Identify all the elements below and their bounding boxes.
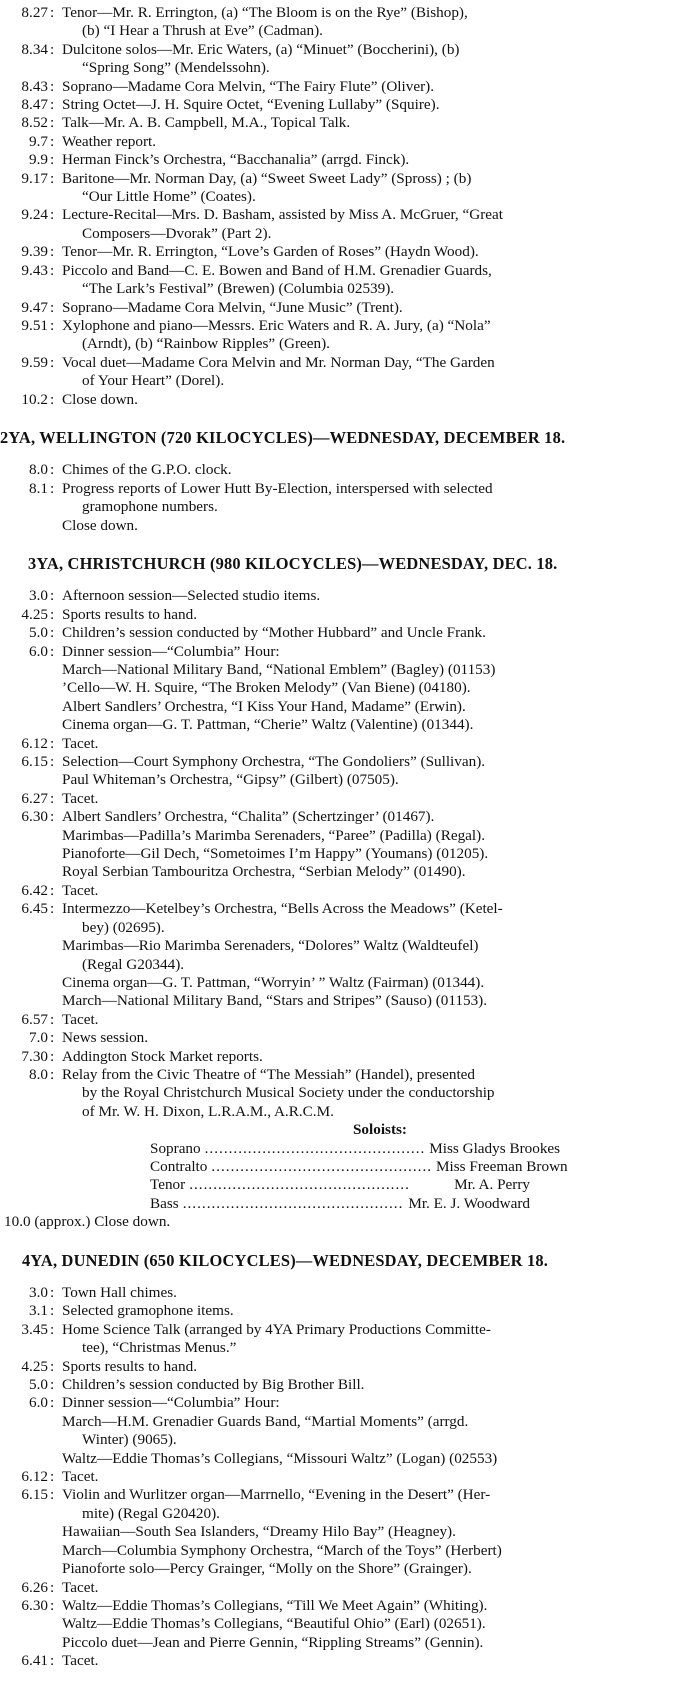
entry-text: Dinner session—“Columbia” Hour: — [62, 1394, 280, 1412]
dinner-item: Waltz—Eddie Thomas’s Collegians, “Missouri Waltz” (Logan) (02553) — [62, 1449, 498, 1467]
entry-time: 8.47 — [21, 96, 48, 114]
dinner-item: Marimbas—Padilla’s Marimba Serenaders, “Paree” (Padilla) (Regal). — [62, 826, 485, 844]
entry-time: 3.45 — [21, 1320, 48, 1338]
entry-time: 6.42 — [21, 881, 48, 899]
entry-continuation: gramophone numbers. — [82, 498, 218, 516]
dinner-item: Hawaiian—South Sea Islanders, “Dreamy Hilo Bay” (Heagney). — [62, 1523, 456, 1541]
programme-entry: 6.15 : Selection—Court Symphony Orchestra, “The Gondoliers” (Sullivan). — [0, 753, 700, 771]
entry-time: 9.39 — [21, 243, 48, 261]
programme-entry: 9.17 : Baritone—Mr. Norman Day, (a) “Sweet Sweet Lady” (Spross) ; (b) — [0, 170, 700, 188]
entry-time: 6.12 — [21, 1468, 48, 1486]
programme-entry: 6.0 : Dinner session—“Columbia” Hour: — [0, 643, 700, 661]
entry-text: Selection—Court Symphony Orchestra, “The Gondoliers” (Sullivan). — [62, 753, 486, 771]
entry-text: Tacet. — [62, 1010, 99, 1028]
entry-text: News session. — [62, 1029, 149, 1047]
programme-entry: 3.0 : Afternoon session—Selected studio items. — [0, 587, 700, 605]
entry-text: Dinner session—“Columbia” Hour: — [62, 642, 280, 660]
programme-entry: 9.9 : Herman Finck’s Orchestra, “Bacchanalia” (arrgd. Finck). — [0, 151, 700, 169]
entry-text: Home Science Talk (arranged by 4YA Primary Productions Committe- — [62, 1320, 491, 1338]
programme-entry: 9.24 : Lecture-Recital—Mrs. D. Basham, assisted by Miss A. McGruer, “Great — [0, 206, 700, 224]
programme-entry: 6.0 : Dinner session—“Columbia” Hour: — [0, 1394, 700, 1412]
wellington-programme — [0, 429, 700, 535]
entry-time: 3.0 — [29, 1284, 48, 1301]
entry-time: 6.15 — [21, 1486, 48, 1504]
dinner-item: Marimbas—Rio Marimba Serenaders, “Dolores” Waltz (Waldteufel) — [62, 937, 479, 955]
entry-continuation: Winter) (9065). — [82, 1431, 177, 1449]
close-down-line: Close down. — [62, 516, 138, 534]
soloist-row: Soprano .............................................. Miss Gladys Brookes — [150, 1139, 561, 1157]
entry-time: 9.47 — [21, 298, 48, 316]
entry-text: Weather report. — [62, 132, 157, 150]
entry-text: Relay from the Civic Theatre of “The Messiah” (Handel), presented — [62, 1065, 475, 1083]
programme-entry: 8.43 : Soprano—Madame Cora Melvin, “The Fairy Flute” (Oliver). — [0, 78, 700, 96]
entry-time: 7.30 — [21, 1047, 48, 1065]
programme-entry: 8.0 : Relay from the Civic Theatre of “The Messiah” (Handel), presented — [0, 1066, 700, 1084]
programme-entry: 3.45 : Home Science Talk (arranged by 4YA Primary Productions Committe- — [0, 1321, 700, 1339]
entry-text: Albert Sandlers’ Orchestra, “Chalita” (Schertzinger’ (01467). — [62, 808, 435, 826]
entry-text: Tacet. — [62, 789, 99, 807]
entry-time: 8.0 — [29, 461, 48, 479]
entry-time: 9.51 — [21, 316, 48, 334]
soloist-row: Bass .............................................. Mr. E. J. Woodward — [150, 1194, 530, 1212]
close-time: 10.0 (approx.) — [4, 1213, 91, 1231]
programme-entry: 8.34 : Dulcitone solos—Mr. Eric Waters, (a) “Minuet” (Boccherini), (b) — [0, 41, 700, 59]
entry-text: Violin and Wurlitzer organ—Marrnello, “Evening in the Desert” (Her- — [62, 1486, 491, 1504]
entry-time: 8.34 — [21, 40, 48, 58]
programme-entry: 8.27 : Tenor—Mr. R. Errington, (a) “The Bloom is on the Rye” (Bishop), — [0, 4, 700, 22]
close-text: Close down. — [94, 1213, 171, 1231]
entry-text: Chimes of the G.P.O. clock. — [62, 461, 232, 479]
programme-entry: 8.47 : String Octet—J. H. Squire Octet, “Evening Lullaby” (Squire). — [0, 96, 700, 114]
entry-time: 6.0 — [29, 642, 48, 660]
dinner-item: March—National Military Band, “National Emblem” (Bagley) (01153) — [62, 661, 496, 678]
entry-text: Dulcitone solos—Mr. Eric Waters, (a) “Minuet” (Boccherini), (b) — [62, 40, 460, 58]
radio-programme-page — [0, 4, 700, 1675]
programme-entry: 8.0 : Chimes of the G.P.O. clock. — [0, 461, 700, 479]
programme-entry: 6.27 : Tacet. — [0, 790, 700, 808]
programme-entry: 7.0 : News session. — [0, 1029, 700, 1047]
entry-time: 6.41 — [21, 1652, 48, 1670]
entry-time: 6.15 — [21, 753, 48, 771]
programme-entry: 7.30 : Addington Stock Market reports. — [0, 1048, 700, 1066]
entry-continuation: by the Royal Christchurch Musical Society under the conductorship — [82, 1084, 495, 1102]
programme-entry: 9.47 : Soprano—Madame Cora Melvin, “June Music” (Trent). — [0, 299, 700, 317]
entry-continuation: mite) (Regal G20420). — [82, 1504, 220, 1522]
entry-time: 5.0 — [29, 624, 48, 642]
soloist-role: Bass — [150, 1194, 179, 1212]
entry-text: Tenor—Mr. R. Errington, “Love’s Garden of Roses” (Haydn Wood). — [62, 243, 479, 261]
station-heading: 2YA, WELLINGTON (720 KILOCYCLES)—WEDNESDAY, DECEMBER 18. — [0, 427, 566, 447]
entry-continuation: “Spring Song” (Mendelssohn). — [82, 59, 270, 77]
programme-entry: 5.0 : Children’s session conducted by Big Brother Bill. — [0, 1376, 700, 1394]
entry-time: 6.27 — [21, 789, 48, 807]
entry-time: 6.12 — [21, 734, 48, 752]
entry-time: 6.0 — [29, 1394, 48, 1412]
programme-entry: 9.51 : Xylophone and piano—Messrs. Eric Waters and R. A. Jury, (a) “Nola” — [0, 317, 700, 335]
programme-entry: 6.12 : Tacet. — [0, 735, 700, 753]
entry-text: Children’s session conducted by “Mother Hubbard” and Uncle Frank. — [62, 624, 486, 642]
entry-text: Waltz—Eddie Thomas’s Collegians, “Till We Meet Again” (Whiting). — [62, 1596, 488, 1614]
dinner-item: Albert Sandlers’ Orchestra, “I Kiss Your Hand, Madame” (Erwin). — [62, 697, 466, 715]
programme-entry: 9.43 : Piccolo and Band—C. E. Bowen and Band of H.M. Grenadier Guards, — [0, 262, 700, 280]
station-heading: 3YA, CHRISTCHURCH (980 KILOCYCLES)—WEDNESDAY, DEC. 18. — [28, 553, 558, 573]
dunedin-programme — [0, 1252, 700, 1671]
entry-text: Close down. — [62, 390, 138, 408]
station-heading: 4YA, DUNEDIN (650 KILOCYCLES)—WEDNESDAY, DECEMBER 18. — [22, 1250, 549, 1270]
entry-text: Sports results to hand. — [62, 1357, 197, 1375]
dinner-item: Pianoforte solo—Percy Grainger, “Molly on the Shore” (Grainger). — [62, 1560, 472, 1578]
entry-continuation: of Your Heart” (Dorel). — [82, 372, 225, 390]
entry-time: 5.0 — [29, 1376, 48, 1394]
entry-text: Tenor—Mr. R. Errington, (a) “The Bloom is on the Rye” (Bishop), — [62, 4, 468, 21]
auckland-programme — [0, 4, 700, 409]
programme-entry: 6.30 : Albert Sandlers’ Orchestra, “Chalita” (Schertzinger’ (01467). — [0, 808, 700, 826]
entry-time: 3.1 — [29, 1302, 48, 1320]
entry-text: Afternoon session—Selected studio items. — [62, 587, 321, 605]
programme-entry: 5.0 : Children’s session conducted by “Mother Hubbard” and Uncle Frank. — [0, 624, 700, 642]
entry-time: 6.30 — [21, 1596, 48, 1614]
soloist-role: Soprano — [150, 1139, 201, 1157]
programme-entry: 4.25 : Sports results to hand. — [0, 606, 700, 624]
entry-continuation: Composers—Dvorak” (Part 2). — [82, 224, 272, 242]
entry-time: 3.0 — [29, 587, 48, 605]
entry-text: Progress reports of Lower Hutt By-Election, interspersed with selected — [62, 479, 493, 497]
close-down-line — [0, 1213, 700, 1231]
programme-entry: 4.25 : Sports results to hand. — [0, 1358, 700, 1376]
entry-text: Selected gramophone items. — [62, 1302, 234, 1320]
dinner-item: March—National Military Band, “Stars and Stripes” (Sauso) (01153). — [62, 992, 488, 1010]
entry-time: 4.25 — [21, 1357, 48, 1375]
dinner-item: Royal Serbian Tambouritza Orchestra, “Serbian Melody” (01490). — [62, 863, 466, 881]
programme-entry: 6.42 : Tacet. — [0, 882, 700, 900]
programme-entry: 9.39 : Tenor—Mr. R. Errington, “Love’s Garden of Roses” (Haydn Wood). — [0, 243, 700, 261]
dinner-item: ’Cello—W. H. Squire, “The Broken Melody” (Van Biene) (04180). — [62, 679, 471, 697]
entry-text: Xylophone and piano—Messrs. Eric Waters and R. A. Jury, (a) “Nola” — [62, 316, 491, 334]
entry-time: 9.9 — [29, 151, 48, 169]
entry-time: 8.27 — [21, 4, 48, 21]
entry-continuation: tee), “Christmas Menus.” — [82, 1339, 237, 1357]
entry-text: Piccolo and Band—C. E. Bowen and Band of H.M. Grenadier Guards, — [62, 261, 492, 279]
entry-text: Tacet. — [62, 1578, 99, 1596]
entry-text: Baritone—Mr. Norman Day, (a) “Sweet Sweet Lady” (Spross) ; (b) — [62, 169, 472, 187]
programme-entry: 8.52 : Talk—Mr. A. B. Campbell, M.A., Topical Talk. — [0, 114, 700, 132]
entry-text: Children’s session conducted by Big Brother Bill. — [62, 1376, 365, 1394]
soloist-role: Tenor — [150, 1176, 186, 1194]
entry-time: 4.25 — [21, 605, 48, 623]
dinner-item: Cinema organ—G. T. Pattman, “Worryin’ ” Waltz (Fairman) (01344). — [62, 973, 485, 991]
entry-time: 6.57 — [21, 1010, 48, 1028]
entry-text: Addington Stock Market reports. — [62, 1047, 263, 1065]
entry-time: 10.2 — [21, 390, 48, 408]
programme-entry: 8.1 : Progress reports of Lower Hutt By-Election, interspersed with selected — [0, 480, 700, 498]
soloist-role: Contralto — [150, 1157, 208, 1175]
entry-text: Tacet. — [62, 734, 99, 752]
dinner-item: Pianoforte—Gil Dech, “Sometoimes I’m Happy” (Youmans) (01205). — [62, 845, 489, 863]
entry-text: String Octet—J. H. Squire Octet, “Evening Lullaby” (Squire). — [62, 96, 440, 114]
entry-time: 9.24 — [21, 206, 48, 224]
entry-text: Soprano—Madame Cora Melvin, “The Fairy Flute” (Oliver). — [62, 77, 434, 95]
programme-entry: 3.0 : Town Hall chimes. — [0, 1284, 700, 1302]
entry-time: 8.43 — [21, 77, 48, 95]
entry-text: Lecture-Recital—Mrs. D. Basham, assisted by Miss A. McGruer, “Great — [62, 206, 503, 224]
dinner-item: Waltz—Eddie Thomas’s Collegians, “Beautiful Ohio” (Earl) (02651). — [62, 1615, 486, 1633]
entry-continuation: bey) (02695). — [82, 918, 165, 936]
programme-entry: 9.59 : Vocal duet—Madame Cora Melvin and Mr. Norman Day, “The Garden — [0, 354, 700, 372]
entry-time: 9.7 — [29, 132, 48, 150]
entry-time: 6.26 — [21, 1578, 48, 1596]
soloist-name: Miss Gladys Brookes — [429, 1139, 561, 1157]
entry-text: Tacet. — [62, 881, 99, 899]
soloists-title: Soloists: — [352, 1121, 407, 1139]
entry-text: Soprano—Madame Cora Melvin, “June Music” (Trent). — [62, 298, 403, 316]
entry-text: Tacet. — [62, 1652, 99, 1670]
dinner-item: March—Columbia Symphony Orchestra, “March of the Toys” (Herbert) — [62, 1541, 502, 1559]
entry-time: 6.45 — [21, 900, 48, 918]
programme-entry: 6.30 : Waltz—Eddie Thomas’s Collegians, “Till We Meet Again” (Whiting). — [0, 1597, 700, 1615]
programme-entry: 6.57 : Tacet. — [0, 1011, 700, 1029]
programme-entry: 9.7 : Weather report. — [0, 133, 700, 151]
soloist-row: Contralto .............................................. Miss Freeman Brown — [150, 1157, 568, 1175]
entry-time: 7.0 — [29, 1029, 48, 1047]
entry-time: 9.17 — [21, 169, 48, 187]
christchurch-programme — [0, 555, 700, 1232]
entry-continuation: “The Lark’s Festival” (Brewen) (Columbia 02539). — [82, 280, 395, 298]
entry-text: Sports results to hand. — [62, 605, 197, 623]
entry-text: Intermezzo—Ketelbey’s Orchestra, “Bells Across the Meadows” (Ketel- — [62, 900, 503, 918]
soloist-row: Tenor .............................................. Mr. A. Perry — [150, 1176, 530, 1194]
programme-entry: 6.12 : Tacet. — [0, 1468, 700, 1486]
programme-entry: 6.26 : Tacet. — [0, 1579, 700, 1597]
programme-entry: 10.2 : Close down. — [0, 391, 700, 409]
programme-entry: 3.1 : Selected gramophone items. — [0, 1302, 700, 1320]
entry-time: 6.30 — [21, 808, 48, 826]
entry-continuation: (Regal G20344). — [82, 955, 185, 973]
dinner-item: Piccolo duet—Jean and Pierre Gennin, “Rippling Streams” (Gennin). — [62, 1633, 484, 1651]
entry-time: 8.1 — [29, 479, 48, 497]
entry-time: 9.59 — [21, 353, 48, 371]
dinner-item: Paul Whiteman’s Orchestra, “Gipsy” (Gilbert) (07505). — [62, 771, 399, 789]
entry-text: Vocal duet—Madame Cora Melvin and Mr. Norman Day, “The Garden — [62, 353, 495, 371]
entry-continuation: “Our Little Home” (Coates). — [82, 188, 256, 206]
soloist-name: Mr. A. Perry — [454, 1176, 530, 1194]
entry-text: Town Hall chimes. — [62, 1284, 177, 1301]
entry-text: Herman Finck’s Orchestra, “Bacchanalia” (arrgd. Finck). — [62, 151, 410, 169]
dinner-item: March—H.M. Grenadier Guards Band, “Martial Moments” (arrgd. — [62, 1412, 469, 1430]
soloist-name: Mr. E. J. Woodward — [408, 1194, 530, 1212]
programme-entry: 6.15 : Violin and Wurlitzer organ—Marrnello, “Evening in the Desert” (Her- — [0, 1486, 700, 1504]
entry-continuation: (Arndt), (b) “Rainbow Ripples” (Green). — [82, 335, 330, 353]
programme-entry: 6.41 : Tacet. — [0, 1652, 700, 1670]
entry-time: 9.43 — [21, 261, 48, 279]
entry-time: 8.52 — [21, 114, 48, 132]
dinner-item: Cinema organ—G. T. Pattman, “Cherie” Waltz (Valentine) (01344). — [62, 716, 474, 734]
entry-continuation: (b) “I Hear a Thrush at Eve” (Cadman). — [82, 22, 323, 40]
programme-entry: 6.45 : Intermezzo—Ketelbey’s Orchestra, “Bells Across the Meadows” (Ketel- — [0, 900, 700, 918]
entry-time: 8.0 — [29, 1065, 48, 1083]
entry-text: Tacet. — [62, 1468, 99, 1486]
soloist-name: Miss Freeman Brown — [436, 1157, 568, 1175]
entry-continuation: of Mr. W. H. Dixon, L.R.A.M., A.R.C.M. — [82, 1102, 334, 1120]
entry-text: Talk—Mr. A. B. Campbell, M.A., Topical Talk. — [62, 114, 351, 132]
